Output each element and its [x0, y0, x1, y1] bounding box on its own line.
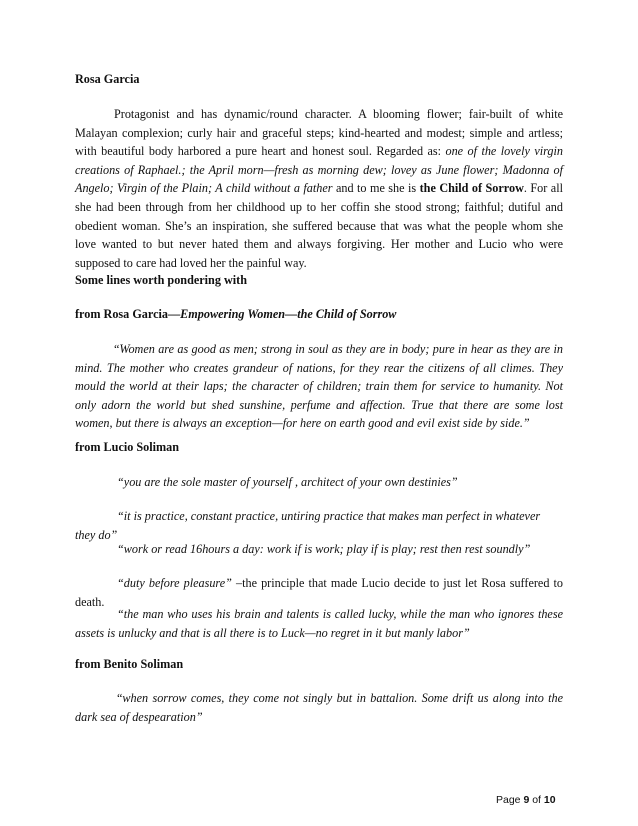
- from-rosa-prefix: from Rosa Garcia—: [75, 307, 181, 321]
- rosa-desc-epithets: one of the lovely virgin creations of Raphael.; the April morn—fresh as morning dew; lovey as June flower; Madonna of Angelo; Virgin of the Plain; A child without a father: [75, 144, 563, 196]
- lucio-quote-2: “it is practice, constant practice, untiring practice that makes man perfect in whatever they do”: [75, 509, 541, 542]
- rosa-quote-text: Women are as good as men; strong in soul as they are in body; pure in hear as they are in mind. The mother who creates grandeur of nations, for they rear the citizens of all climes. They mould the world at their laps; the character of children; train them for service to humanity. Not only adorn the world but shed sunshine, perfume and affection. True that there are some lost women, but there is always an exception—for here on earth good and evil exist side by side.”: [75, 342, 563, 431]
- rosa-desc-text-3: . For all she had been through from her childhood up to her coffin she stood strong; faithful; dutiful and obedient woman. She’s an inspiration, she suffered because that was what the people whom she love wanted to but never hated them and always forgiving. Her mother and Lucio who were supposed to care had loved her the painful way.: [75, 181, 563, 270]
- benito-quote: [75, 689, 563, 726]
- lucio-quote-5: “the man who uses his brain and talents is called lucky, while the man who ignores these assets is unlucky and that is all there is to Luck—no regret in it but manly labor”: [75, 607, 563, 640]
- rosa-desc-text-2: and to me she is: [332, 181, 420, 196]
- rosa-desc-child-of-sorrow: the Child of Sorrow: [419, 181, 524, 196]
- footer-page-number: 9: [523, 794, 530, 806]
- rosa-desc-text-1: Protagonist and has dynamic/round character. A blooming flower; fair-built of white Malayan complexion; curly hair and graceful steps; kind-hearted and modest; simple and artless; with beautiful body harbored a pure heart and honest soul. Regarded as:: [75, 107, 563, 159]
- benito-heading: from Benito Soliman: [75, 657, 184, 671]
- rosa-quote-open: “: [114, 342, 120, 356]
- footer-page-total: 10: [543, 794, 556, 806]
- rosa-quote: [75, 340, 563, 433]
- rosa-heading: Rosa Garcia: [75, 72, 140, 86]
- from-rosa-title: Empowering Women—the Child of Sorrow: [180, 307, 397, 321]
- lucio-quote-4-italic: “duty before pleasure”: [117, 576, 232, 590]
- benito-quote-text: when sorrow comes, they come not singly but in battalion. Some drift us along into the dark sea of despearation”: [75, 691, 563, 724]
- rosa-description: [75, 105, 563, 272]
- benito-quote-open: “: [117, 691, 123, 705]
- lucio-quote-4-rest: –the principle that made Lucio decide to just let Rosa suffered to death.: [75, 576, 563, 609]
- footer-page-word: Page: [496, 794, 521, 806]
- lucio-quote-1: “you are the sole master of yourself , architect of your own destinies”: [117, 475, 458, 489]
- page-footer: [496, 791, 556, 810]
- lines-heading: Some lines worth pondering with: [75, 273, 247, 287]
- lucio-heading: from Lucio Soliman: [75, 440, 180, 454]
- lucio-quote-3: “work or read 16hours a day: work if is work; play if is play; rest then rest soundly”: [117, 542, 531, 556]
- footer-of-word: of: [532, 794, 541, 806]
- from-rosa-heading: [75, 305, 563, 324]
